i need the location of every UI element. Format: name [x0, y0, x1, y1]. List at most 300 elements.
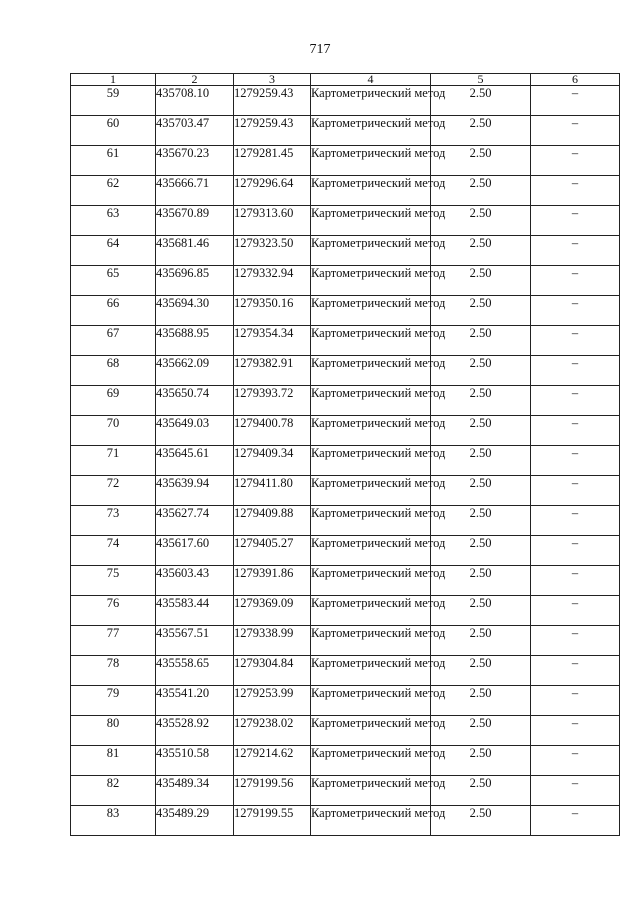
method-cell [311, 566, 446, 596]
accuracy-cell [431, 746, 531, 776]
y-coordinate-text: 1279411.80 [234, 476, 293, 490]
point-number-cell [71, 266, 156, 296]
note-text: – [571, 176, 579, 190]
point-number-cell [71, 446, 156, 476]
method-text: Картометрический метод [311, 626, 446, 640]
method-text: Картометрический метод [311, 116, 446, 130]
accuracy-text: 2.50 [469, 686, 492, 700]
note-text: – [571, 386, 579, 400]
accuracy-text: 2.50 [469, 536, 492, 550]
x-coordinate-cell [156, 86, 234, 116]
method-text: Картометрический метод [311, 476, 446, 490]
y-coordinate-text: 1279400.78 [234, 416, 294, 430]
accuracy-text: 2.50 [469, 566, 492, 580]
accuracy-cell [431, 656, 531, 686]
x-coordinate-text: 435567.51 [156, 626, 210, 640]
accuracy-cell [431, 146, 531, 176]
accuracy-text: 2.50 [469, 416, 492, 430]
accuracy-cell [431, 536, 531, 566]
x-coordinate-text: 435666.71 [156, 176, 210, 190]
x-coordinate-text: 435617.60 [156, 536, 210, 550]
y-coordinate-text: 1279369.09 [234, 596, 294, 610]
y-coordinate-cell [234, 236, 311, 266]
point-number-cell [71, 236, 156, 266]
x-coordinate-cell [156, 476, 234, 506]
method-text: Картометрический метод [311, 356, 446, 370]
note-cell [531, 386, 620, 416]
note-cell [531, 356, 620, 386]
point-number-cell [71, 86, 156, 116]
note-text: – [571, 626, 579, 640]
note-cell [531, 776, 620, 806]
x-coordinate-text: 435510.58 [156, 746, 210, 760]
y-coordinate-cell [234, 596, 311, 626]
point-number-cell [71, 506, 156, 536]
point-number-cell [71, 176, 156, 206]
note-text: – [571, 686, 579, 700]
point-number-text: 71 [106, 446, 120, 460]
note-text: – [571, 656, 579, 670]
note-text: – [571, 296, 579, 310]
x-coordinate-cell [156, 146, 234, 176]
x-coordinate-cell [156, 266, 234, 296]
note-cell [531, 206, 620, 236]
header-col-1: 1 [71, 74, 156, 86]
point-number-cell [71, 296, 156, 326]
x-coordinate-cell [156, 356, 234, 386]
method-cell [311, 506, 446, 536]
accuracy-text: 2.50 [469, 116, 492, 130]
x-coordinate-cell [156, 506, 234, 536]
method-cell [311, 146, 446, 176]
table-row [71, 536, 620, 566]
accuracy-text: 2.50 [469, 206, 492, 220]
table-row [71, 476, 620, 506]
accuracy-cell [431, 416, 531, 446]
table-row [71, 716, 620, 746]
x-coordinate-cell [156, 116, 234, 146]
x-coordinate-text: 435639.94 [156, 476, 210, 490]
header-col-2: 2 [156, 74, 234, 86]
y-coordinate-cell [234, 266, 311, 296]
accuracy-cell [431, 626, 531, 656]
y-coordinate-text: 1279304.84 [234, 656, 294, 670]
accuracy-cell [431, 476, 531, 506]
accuracy-cell [431, 596, 531, 626]
note-text: – [571, 116, 579, 130]
accuracy-text: 2.50 [469, 266, 492, 280]
table-row [71, 626, 620, 656]
table-row [71, 776, 620, 806]
coordinates-table [70, 73, 620, 836]
accuracy-text: 2.50 [469, 86, 492, 100]
x-coordinate-text: 435688.95 [156, 326, 210, 340]
note-cell [531, 446, 620, 476]
x-coordinate-cell [156, 176, 234, 206]
x-coordinate-text: 435694.30 [156, 296, 210, 310]
method-cell [311, 656, 446, 686]
point-number-text: 70 [106, 416, 120, 430]
accuracy-cell [431, 356, 531, 386]
method-text: Картометрический метод [311, 176, 446, 190]
note-text: – [571, 416, 579, 430]
table-body [71, 86, 620, 836]
x-coordinate-text: 435670.89 [156, 206, 210, 220]
method-cell [311, 236, 446, 266]
accuracy-text: 2.50 [469, 716, 492, 730]
note-cell [531, 296, 620, 326]
note-cell [531, 506, 620, 536]
method-text: Картометрический метод [311, 536, 446, 550]
point-number-text: 78 [106, 656, 120, 670]
note-cell [531, 686, 620, 716]
accuracy-cell [431, 446, 531, 476]
note-cell [531, 656, 620, 686]
y-coordinate-cell [234, 476, 311, 506]
point-number-text: 62 [106, 176, 120, 190]
table-row [71, 326, 620, 356]
point-number-cell [71, 656, 156, 686]
table-row [71, 446, 620, 476]
accuracy-text: 2.50 [469, 296, 492, 310]
note-cell [531, 116, 620, 146]
method-text: Картометрический метод [311, 686, 446, 700]
accuracy-cell [431, 506, 531, 536]
point-number-text: 73 [106, 506, 120, 520]
accuracy-cell [431, 176, 531, 206]
x-coordinate-text: 435528.92 [156, 716, 210, 730]
y-coordinate-cell [234, 416, 311, 446]
note-cell [531, 566, 620, 596]
y-coordinate-text: 1279405.27 [234, 536, 294, 550]
method-cell [311, 206, 446, 236]
table-row [71, 806, 620, 836]
accuracy-cell [431, 266, 531, 296]
y-coordinate-cell [234, 446, 311, 476]
x-coordinate-cell [156, 596, 234, 626]
table-row [71, 656, 620, 686]
method-text: Картометрический метод [311, 716, 446, 730]
accuracy-text: 2.50 [469, 506, 492, 520]
table-row [71, 146, 620, 176]
method-cell [311, 476, 446, 506]
note-cell [531, 746, 620, 776]
page-number: 717 [309, 42, 331, 57]
method-cell [311, 776, 446, 806]
note-text: – [571, 236, 579, 250]
note-text: – [571, 356, 579, 370]
note-text: – [571, 326, 579, 340]
method-text: Картометрический метод [311, 416, 446, 430]
point-number-cell [71, 776, 156, 806]
point-number-text: 68 [106, 356, 120, 370]
y-coordinate-cell [234, 776, 311, 806]
point-number-cell [71, 476, 156, 506]
note-text: – [571, 746, 579, 760]
x-coordinate-text: 435489.29 [156, 806, 210, 820]
note-cell [531, 476, 620, 506]
y-coordinate-text: 1279391.86 [234, 566, 294, 580]
x-coordinate-text: 435681.46 [156, 236, 210, 250]
note-text: – [571, 266, 579, 280]
method-text: Картометрический метод [311, 386, 446, 400]
y-coordinate-text: 1279199.55 [234, 806, 294, 820]
y-coordinate-cell [234, 116, 311, 146]
accuracy-text: 2.50 [469, 326, 492, 340]
y-coordinate-cell [234, 86, 311, 116]
x-coordinate-text: 435603.43 [156, 566, 210, 580]
method-cell [311, 356, 446, 386]
point-number-cell [71, 626, 156, 656]
y-coordinate-text: 1279354.34 [234, 326, 294, 340]
method-text: Картометрический метод [311, 506, 446, 520]
method-cell [311, 446, 446, 476]
method-text: Картометрический метод [311, 746, 446, 760]
accuracy-cell [431, 806, 531, 836]
note-cell [531, 236, 620, 266]
point-number-cell [71, 116, 156, 146]
point-number-cell [71, 416, 156, 446]
point-number-cell [71, 326, 156, 356]
y-coordinate-cell [234, 806, 311, 836]
x-coordinate-cell [156, 716, 234, 746]
y-coordinate-cell [234, 506, 311, 536]
y-coordinate-text: 1279296.64 [234, 176, 294, 190]
accuracy-cell [431, 296, 531, 326]
point-number-cell [71, 146, 156, 176]
header-col-3: 3 [234, 74, 311, 86]
method-text: Картометрический метод [311, 206, 446, 220]
table-row [71, 596, 620, 626]
y-coordinate-cell [234, 386, 311, 416]
point-number-cell [71, 716, 156, 746]
y-coordinate-text: 1279350.16 [234, 296, 294, 310]
accuracy-text: 2.50 [469, 596, 492, 610]
point-number-text: 63 [106, 206, 120, 220]
accuracy-cell [431, 206, 531, 236]
y-coordinate-cell [234, 686, 311, 716]
y-coordinate-cell [234, 626, 311, 656]
point-number-cell [71, 806, 156, 836]
method-text: Картометрический метод [311, 326, 446, 340]
x-coordinate-cell [156, 776, 234, 806]
note-text: – [571, 206, 579, 220]
accuracy-cell [431, 326, 531, 356]
note-text: – [571, 506, 579, 520]
point-number-cell [71, 746, 156, 776]
x-coordinate-cell [156, 446, 234, 476]
method-cell [311, 176, 446, 206]
accuracy-cell [431, 716, 531, 746]
accuracy-cell [431, 776, 531, 806]
accuracy-cell [431, 86, 531, 116]
point-number-text: 79 [106, 686, 120, 700]
x-coordinate-cell [156, 626, 234, 656]
note-text: – [571, 476, 579, 490]
x-coordinate-text: 435558.65 [156, 656, 210, 670]
note-text: – [571, 806, 579, 820]
accuracy-text: 2.50 [469, 446, 492, 460]
note-cell [531, 86, 620, 116]
x-coordinate-cell [156, 326, 234, 356]
table-row [71, 266, 620, 296]
table-row [71, 356, 620, 386]
x-coordinate-cell [156, 386, 234, 416]
point-number-text: 81 [106, 746, 120, 760]
method-cell [311, 416, 446, 446]
note-cell [531, 806, 620, 836]
note-cell [531, 176, 620, 206]
accuracy-text: 2.50 [469, 236, 492, 250]
method-text: Картометрический метод [311, 296, 446, 310]
table-row [71, 506, 620, 536]
method-text: Картометрический метод [311, 266, 446, 280]
method-cell [311, 296, 446, 326]
x-coordinate-text: 435703.47 [156, 116, 210, 130]
table-row [71, 236, 620, 266]
point-number-text: 67 [106, 326, 120, 340]
note-text: – [571, 716, 579, 730]
accuracy-cell [431, 686, 531, 716]
note-text: – [571, 536, 579, 550]
y-coordinate-cell [234, 176, 311, 206]
accuracy-text: 2.50 [469, 176, 492, 190]
method-text: Картометрический метод [311, 446, 446, 460]
y-coordinate-text: 1279338.99 [234, 626, 294, 640]
point-number-text: 83 [106, 806, 120, 820]
accuracy-text: 2.50 [469, 476, 492, 490]
accuracy-text: 2.50 [469, 806, 492, 820]
point-number-text: 75 [106, 566, 120, 580]
x-coordinate-text: 435649.03 [156, 416, 210, 430]
x-coordinate-cell [156, 296, 234, 326]
accuracy-cell [431, 566, 531, 596]
y-coordinate-cell [234, 356, 311, 386]
point-number-cell [71, 536, 156, 566]
method-cell [311, 806, 446, 836]
point-number-text: 66 [106, 296, 120, 310]
note-text: – [571, 86, 579, 100]
method-cell [311, 536, 446, 566]
point-number-text: 65 [106, 266, 120, 280]
note-cell [531, 536, 620, 566]
y-coordinate-cell [234, 716, 311, 746]
x-coordinate-text: 435650.74 [156, 386, 210, 400]
accuracy-text: 2.50 [469, 356, 492, 370]
y-coordinate-text: 1279253.99 [234, 686, 294, 700]
table-row [71, 86, 620, 116]
x-coordinate-cell [156, 206, 234, 236]
table-row [71, 296, 620, 326]
method-text: Картометрический метод [311, 806, 446, 820]
point-number-cell [71, 356, 156, 386]
note-cell [531, 266, 620, 296]
point-number-text: 80 [106, 716, 120, 730]
method-text: Картометрический метод [311, 566, 446, 580]
note-cell [531, 146, 620, 176]
table-row [71, 206, 620, 236]
y-coordinate-text: 1279409.34 [234, 446, 294, 460]
table-row [71, 116, 620, 146]
point-number-cell [71, 686, 156, 716]
y-coordinate-text: 1279409.88 [234, 506, 294, 520]
method-cell [311, 86, 446, 116]
point-number-text: 60 [106, 116, 120, 130]
point-number-cell [71, 566, 156, 596]
note-cell [531, 326, 620, 356]
x-coordinate-text: 435645.61 [156, 446, 210, 460]
method-text: Картометрический метод [311, 776, 446, 790]
point-number-cell [71, 386, 156, 416]
x-coordinate-cell [156, 536, 234, 566]
y-coordinate-text: 1279313.60 [234, 206, 294, 220]
point-number-text: 61 [106, 146, 120, 160]
note-cell [531, 596, 620, 626]
method-cell [311, 746, 446, 776]
point-number-text: 74 [106, 536, 120, 550]
x-coordinate-text: 435583.44 [156, 596, 210, 610]
method-cell [311, 116, 446, 146]
y-coordinate-cell [234, 296, 311, 326]
accuracy-text: 2.50 [469, 656, 492, 670]
note-text: – [571, 776, 579, 790]
x-coordinate-text: 435541.20 [156, 686, 210, 700]
note-text: – [571, 566, 579, 580]
y-coordinate-text: 1279238.02 [234, 716, 294, 730]
y-coordinate-text: 1279382.91 [234, 356, 294, 370]
x-coordinate-cell [156, 566, 234, 596]
header-col-4: 4 [311, 74, 431, 86]
accuracy-text: 2.50 [469, 146, 492, 160]
x-coordinate-text: 435627.74 [156, 506, 210, 520]
y-coordinate-text: 1279214.62 [234, 746, 294, 760]
y-coordinate-text: 1279332.94 [234, 266, 294, 280]
point-number-text: 64 [106, 236, 120, 250]
accuracy-text: 2.50 [469, 776, 492, 790]
accuracy-text: 2.50 [469, 386, 492, 400]
point-number-text: 82 [106, 776, 120, 790]
y-coordinate-cell [234, 746, 311, 776]
y-coordinate-cell [234, 326, 311, 356]
method-text: Картометрический метод [311, 656, 446, 670]
x-coordinate-cell [156, 686, 234, 716]
method-cell [311, 626, 446, 656]
table-row [71, 386, 620, 416]
note-text: – [571, 146, 579, 160]
method-text: Картометрический метод [311, 596, 446, 610]
x-coordinate-text: 435696.85 [156, 266, 210, 280]
accuracy-text: 2.50 [469, 746, 492, 760]
method-cell [311, 716, 446, 746]
table-row [71, 416, 620, 446]
x-coordinate-text: 435489.34 [156, 776, 210, 790]
x-coordinate-cell [156, 416, 234, 446]
accuracy-cell [431, 236, 531, 266]
header-col-5: 5 [431, 74, 531, 86]
y-coordinate-cell [234, 566, 311, 596]
point-number-text: 69 [106, 386, 120, 400]
y-coordinate-text: 1279281.45 [234, 146, 294, 160]
y-coordinate-text: 1279259.43 [234, 86, 294, 100]
accuracy-cell [431, 116, 531, 146]
table-row [71, 176, 620, 206]
method-cell [311, 386, 446, 416]
point-number-text: 72 [106, 476, 120, 490]
note-text: – [571, 596, 579, 610]
x-coordinate-text: 435670.23 [156, 146, 210, 160]
method-cell [311, 596, 446, 626]
x-coordinate-cell [156, 746, 234, 776]
